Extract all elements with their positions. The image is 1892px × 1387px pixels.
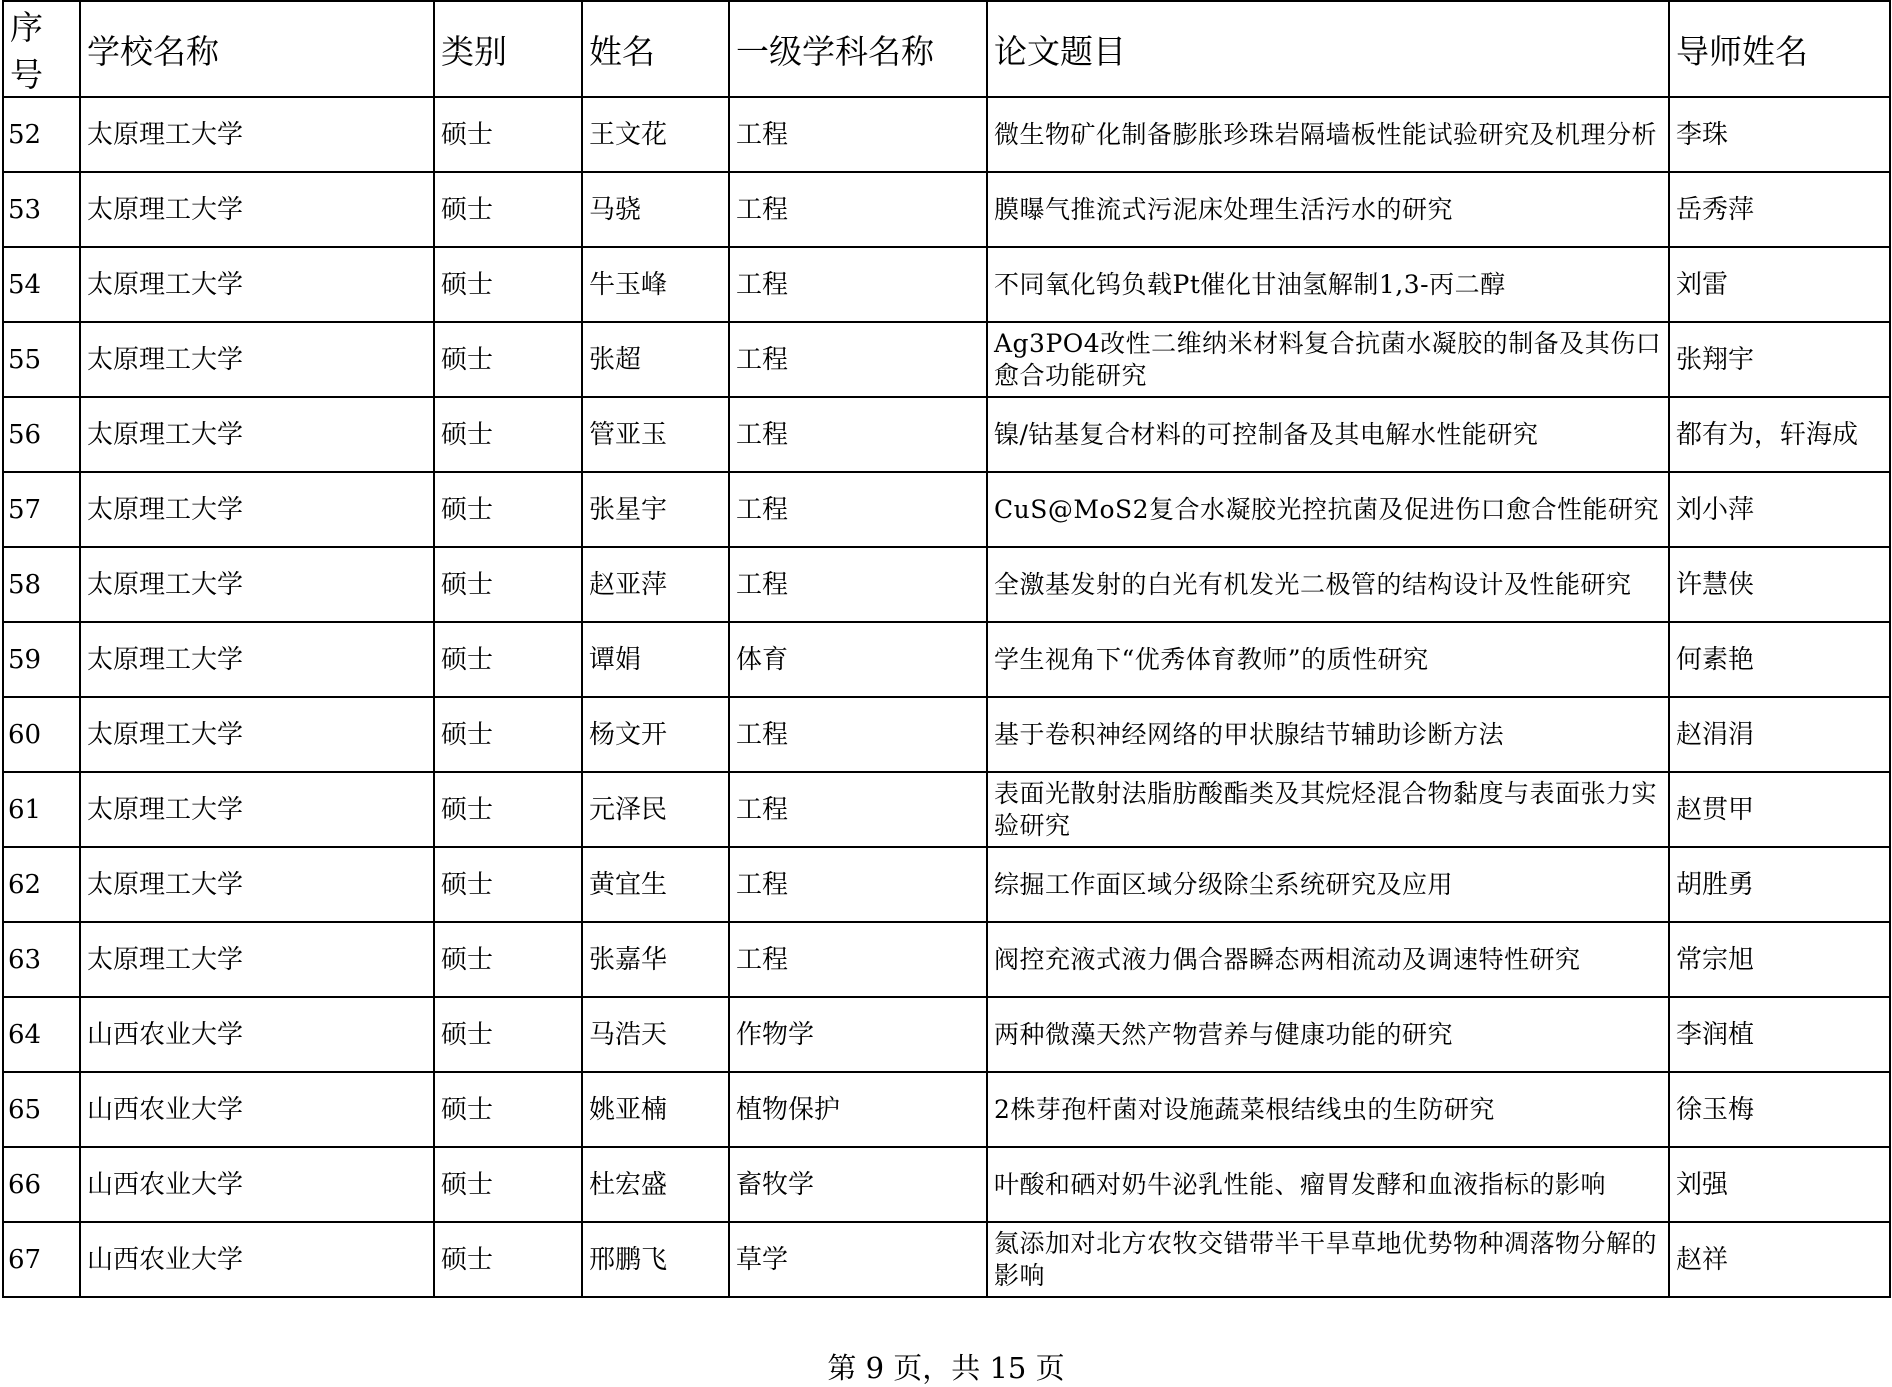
- cell-thesis-title: 阀控充液式液力偶合器瞬态两相流动及调速特性研究: [987, 922, 1669, 997]
- cell-discipline: 工程: [729, 322, 987, 397]
- page-number: 第 9 页，共 15 页: [827, 1351, 1065, 1385]
- cell-category: 硕士: [434, 322, 582, 397]
- table-row: [3, 1222, 1890, 1297]
- cell-name: 马浩天: [582, 997, 729, 1072]
- cell-discipline: 工程: [729, 547, 987, 622]
- cell-discipline: 工程: [729, 772, 987, 847]
- cell-index: 52: [3, 97, 80, 172]
- cell-category: 硕士: [434, 772, 582, 847]
- cell-advisor: 都有为，轩海成: [1669, 397, 1890, 472]
- cell-category: 硕士: [434, 697, 582, 772]
- cell-advisor: 刘强: [1669, 1147, 1890, 1222]
- cell-name: 杜宏盛: [582, 1147, 729, 1222]
- cell-school: 太原理工大学: [80, 472, 434, 547]
- cell-school: 太原理工大学: [80, 172, 434, 247]
- table-row: [3, 1072, 1890, 1147]
- cell-school: 太原理工大学: [80, 622, 434, 697]
- cell-index: 55: [3, 322, 80, 397]
- cell-advisor: 刘小萍: [1669, 472, 1890, 547]
- cell-name: 张超: [582, 322, 729, 397]
- cell-advisor: 许慧侠: [1669, 547, 1890, 622]
- table-row: [3, 997, 1890, 1072]
- cell-index: 64: [3, 997, 80, 1072]
- table-row: [3, 172, 1890, 247]
- cell-index: 62: [3, 847, 80, 922]
- cell-name: 杨文开: [582, 697, 729, 772]
- cell-name: 姚亚楠: [582, 1072, 729, 1147]
- table-row: [3, 322, 1890, 397]
- table-row: [3, 847, 1890, 922]
- cell-index: 66: [3, 1147, 80, 1222]
- cell-school: 太原理工大学: [80, 397, 434, 472]
- cell-discipline: 畜牧学: [729, 1147, 987, 1222]
- cell-thesis-title: 综掘工作面区域分级除尘系统研究及应用: [987, 847, 1669, 922]
- cell-name: 元泽民: [582, 772, 729, 847]
- cell-index: 63: [3, 922, 80, 997]
- cell-thesis-title: 叶酸和硒对奶牛泌乳性能、瘤胃发酵和血液指标的影响: [987, 1147, 1669, 1222]
- cell-school: 山西农业大学: [80, 1147, 434, 1222]
- cell-category: 硕士: [434, 922, 582, 997]
- cell-category: 硕士: [434, 397, 582, 472]
- cell-advisor: 岳秀萍: [1669, 172, 1890, 247]
- cell-thesis-title: 膜曝气推流式污泥床处理生活污水的研究: [987, 172, 1669, 247]
- cell-discipline: 工程: [729, 697, 987, 772]
- cell-index: 65: [3, 1072, 80, 1147]
- cell-school: 太原理工大学: [80, 772, 434, 847]
- cell-name: 管亚玉: [582, 397, 729, 472]
- cell-discipline: 工程: [729, 397, 987, 472]
- table-row: [3, 772, 1890, 847]
- header-school: 学校名称: [80, 1, 434, 97]
- cell-thesis-title: 2株芽孢杆菌对设施蔬菜根结线虫的生防研究: [987, 1072, 1669, 1147]
- cell-school: 山西农业大学: [80, 997, 434, 1072]
- cell-thesis-title: 全激基发射的白光有机发光二极管的结构设计及性能研究: [987, 547, 1669, 622]
- cell-category: 硕士: [434, 622, 582, 697]
- cell-index: 54: [3, 247, 80, 322]
- cell-index: 57: [3, 472, 80, 547]
- header-row: [3, 1, 1890, 97]
- cell-name: 谭娟: [582, 622, 729, 697]
- cell-thesis-title: 不同氧化钨负载Pt催化甘油氢解制1,3-丙二醇: [987, 247, 1669, 322]
- cell-category: 硕士: [434, 472, 582, 547]
- header-name: 姓名: [582, 1, 729, 97]
- cell-index: 59: [3, 622, 80, 697]
- table-row: [3, 547, 1890, 622]
- cell-index: 67: [3, 1222, 80, 1297]
- cell-discipline: 工程: [729, 922, 987, 997]
- table-row: [3, 397, 1890, 472]
- cell-advisor: 何素艳: [1669, 622, 1890, 697]
- cell-category: 硕士: [434, 247, 582, 322]
- cell-name: 王文花: [582, 97, 729, 172]
- cell-school: 太原理工大学: [80, 322, 434, 397]
- cell-name: 邢鹏飞: [582, 1222, 729, 1297]
- cell-advisor: 赵贯甲: [1669, 772, 1890, 847]
- cell-thesis-title: 基于卷积神经网络的甲状腺结节辅助诊断方法: [987, 697, 1669, 772]
- cell-school: 太原理工大学: [80, 97, 434, 172]
- cell-discipline: 体育: [729, 622, 987, 697]
- header-advisor: 导师姓名: [1669, 1, 1890, 97]
- cell-category: 硕士: [434, 97, 582, 172]
- header-thesis-title: 论文题目: [987, 1, 1669, 97]
- cell-category: 硕士: [434, 847, 582, 922]
- cell-discipline: 草学: [729, 1222, 987, 1297]
- cell-advisor: 张翔宇: [1669, 322, 1890, 397]
- cell-index: 61: [3, 772, 80, 847]
- header-category: 类别: [434, 1, 582, 97]
- cell-advisor: 李珠: [1669, 97, 1890, 172]
- cell-thesis-title: 微生物矿化制备膨胀珍珠岩隔墙板性能试验研究及机理分析: [987, 97, 1669, 172]
- cell-advisor: 胡胜勇: [1669, 847, 1890, 922]
- table-row: [3, 472, 1890, 547]
- cell-discipline: 植物保护: [729, 1072, 987, 1147]
- cell-advisor: 李润植: [1669, 997, 1890, 1072]
- table-row: [3, 697, 1890, 772]
- header-index: 序号: [3, 1, 80, 97]
- cell-advisor: 赵祥: [1669, 1222, 1890, 1297]
- cell-category: 硕士: [434, 1072, 582, 1147]
- cell-index: 60: [3, 697, 80, 772]
- cell-index: 58: [3, 547, 80, 622]
- cell-discipline: 工程: [729, 847, 987, 922]
- cell-name: 黄宜生: [582, 847, 729, 922]
- cell-index: 53: [3, 172, 80, 247]
- table-row: [3, 1147, 1890, 1222]
- table-row: [3, 922, 1890, 997]
- cell-advisor: 赵涓涓: [1669, 697, 1890, 772]
- cell-index: 56: [3, 397, 80, 472]
- cell-category: 硕士: [434, 172, 582, 247]
- cell-name: 张星宇: [582, 472, 729, 547]
- cell-name: 张嘉华: [582, 922, 729, 997]
- cell-discipline: 工程: [729, 97, 987, 172]
- cell-school: 太原理工大学: [80, 847, 434, 922]
- cell-advisor: 徐玉梅: [1669, 1072, 1890, 1147]
- table-row: [3, 622, 1890, 697]
- cell-name: 赵亚萍: [582, 547, 729, 622]
- data-table: [2, 0, 1891, 1298]
- cell-thesis-title: 表面光散射法脂肪酸酯类及其烷烃混合物黏度与表面张力实验研究: [987, 772, 1669, 847]
- cell-name: 马骁: [582, 172, 729, 247]
- cell-thesis-title: 镍/钴基复合材料的可控制备及其电解水性能研究: [987, 397, 1669, 472]
- cell-name: 牛玉峰: [582, 247, 729, 322]
- cell-category: 硕士: [434, 997, 582, 1072]
- cell-school: 山西农业大学: [80, 1222, 434, 1297]
- cell-advisor: 刘雷: [1669, 247, 1890, 322]
- cell-category: 硕士: [434, 547, 582, 622]
- cell-category: 硕士: [434, 1222, 582, 1297]
- cell-discipline: 作物学: [729, 997, 987, 1072]
- header-discipline: 一级学科名称: [729, 1, 987, 97]
- cell-thesis-title: 氮添加对北方农牧交错带半干旱草地优势物种凋落物分解的影响: [987, 1222, 1669, 1297]
- cell-school: 太原理工大学: [80, 922, 434, 997]
- cell-thesis-title: Ag3PO4改性二维纳米材料复合抗菌水凝胶的制备及其伤口愈合功能研究: [987, 322, 1669, 397]
- cell-discipline: 工程: [729, 172, 987, 247]
- cell-category: 硕士: [434, 1147, 582, 1222]
- cell-school: 太原理工大学: [80, 697, 434, 772]
- cell-school: 太原理工大学: [80, 247, 434, 322]
- table-row: [3, 247, 1890, 322]
- cell-discipline: 工程: [729, 472, 987, 547]
- cell-discipline: 工程: [729, 247, 987, 322]
- cell-advisor: 常宗旭: [1669, 922, 1890, 997]
- cell-school: 山西农业大学: [80, 1072, 434, 1147]
- cell-thesis-title: 学生视角下“优秀体育教师”的质性研究: [987, 622, 1669, 697]
- cell-thesis-title: CuS@MoS2复合水凝胶光控抗菌及促进伤口愈合性能研究: [987, 472, 1669, 547]
- cell-school: 太原理工大学: [80, 547, 434, 622]
- table-row: [3, 97, 1890, 172]
- cell-thesis-title: 两种微藻天然产物营养与健康功能的研究: [987, 997, 1669, 1072]
